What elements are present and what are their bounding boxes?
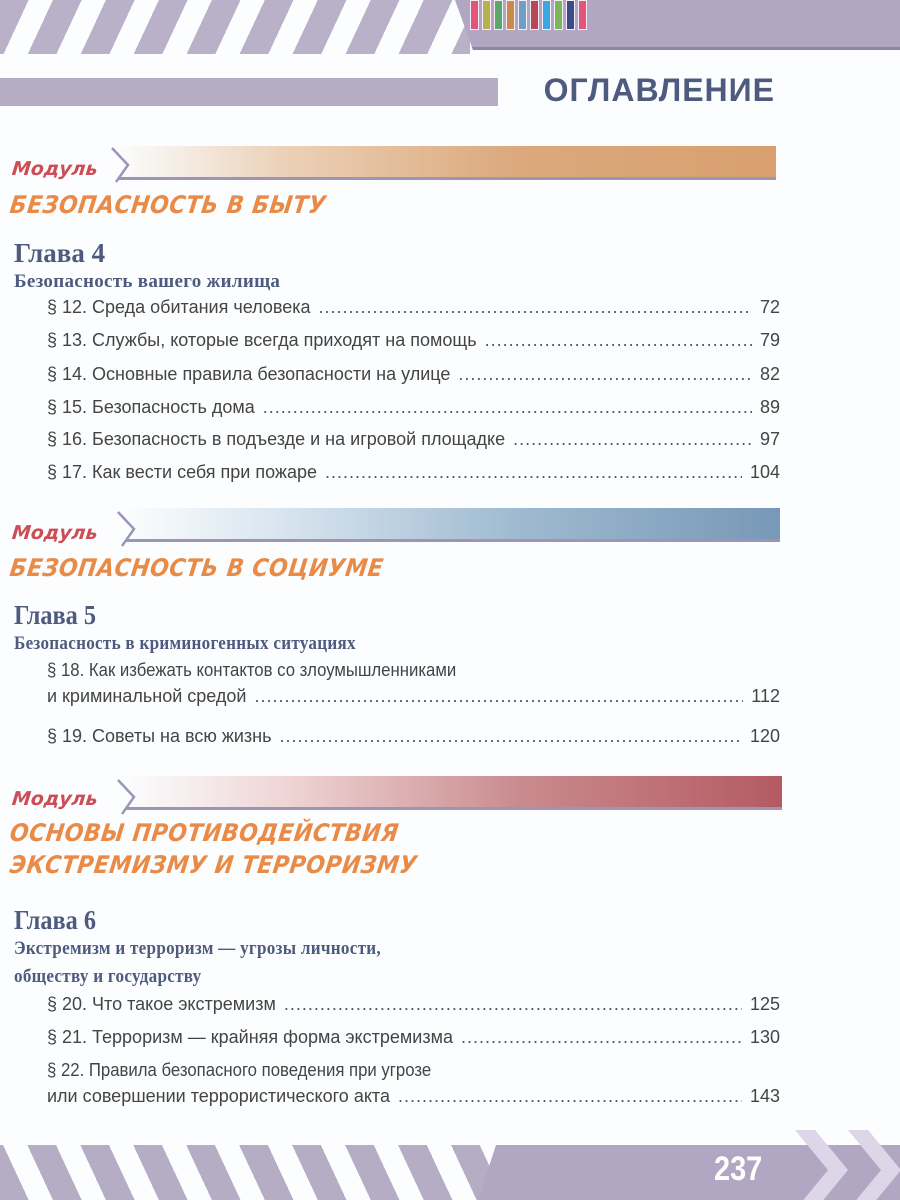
color-bar: [566, 0, 575, 30]
toc-entry-text-line1: § 18. Как избежать контактов со злоумышленниками: [47, 660, 457, 680]
toc-entry-text: § 21. Терроризм — крайняя форма экстремизма: [47, 1027, 453, 1047]
leader-dots: [325, 462, 742, 483]
module-label: Модуль: [10, 522, 99, 544]
toc-page-number: 130: [749, 1027, 780, 1047]
module-label: Модуль: [10, 788, 99, 810]
toc-entry-text: § 14. Основные правила безопасности на улице: [47, 364, 451, 384]
title-band-decoration: [0, 78, 498, 106]
chapter-heading: [14, 600, 747, 658]
toc-entry[interactable]: [47, 429, 780, 453]
leader-dots: [319, 297, 752, 318]
leader-dots: [513, 429, 752, 450]
module-bar: [126, 776, 782, 810]
toc-page-number: 79: [759, 330, 780, 350]
chevron-icon: [110, 146, 132, 184]
module-title-line2: ЭКСТРЕМИЗМУ И ТЕРРОРИЗМУ: [8, 852, 419, 880]
toc-page-number: 112: [751, 686, 780, 706]
leader-dots: [254, 686, 743, 707]
page-number: 237: [714, 1150, 763, 1188]
toc-page-number: 82: [759, 364, 780, 384]
module-title: БЕЗОПАСНОСТЬ В СОЦИУМЕ: [8, 555, 386, 583]
toc-entry-text: § 20. Что такое экстремизм: [47, 994, 276, 1014]
toc-page-number: 72: [759, 297, 780, 317]
toc-page-number: 104: [749, 462, 780, 482]
color-bar: [554, 0, 563, 30]
leader-dots: [461, 1027, 742, 1048]
chevron-icon: [116, 510, 138, 548]
chapter-heading: [14, 238, 280, 296]
chapter-number: Глава 6: [14, 905, 97, 935]
toc-page-number: 89: [759, 397, 780, 417]
toc-entry-text: § 19. Советы на всю жизнь: [47, 726, 272, 746]
toc-page-number: 125: [749, 994, 780, 1014]
chapter-number: Глава 4: [14, 238, 106, 268]
toc-entry-text: § 12. Среда обитания человека: [47, 297, 311, 317]
toc-page-number: 97: [759, 429, 780, 449]
color-bar: [470, 0, 479, 30]
color-bar: [578, 0, 587, 30]
toc-entry-text: § 17. Как вести себя при пожаре: [47, 462, 317, 482]
chapter-name: Безопасность вашего жилища: [14, 271, 281, 292]
toc-entry[interactable]: [47, 994, 780, 1018]
color-bar: [494, 0, 503, 30]
color-bar: [482, 0, 491, 30]
toc-entry[interactable]: [47, 462, 780, 486]
toc-entry[interactable]: [47, 330, 780, 354]
top-stripe-decoration: [0, 0, 470, 54]
toc-page-number: 120: [749, 726, 780, 746]
module-title-line1: ОСНОВЫ ПРОТИВОДЕЙСТВИЯ: [8, 820, 401, 848]
leader-dots: [485, 330, 752, 351]
module-label: Модуль: [10, 158, 99, 180]
leader-dots: [398, 1086, 742, 1107]
page-title: ОГЛАВЛЕНИЕ: [543, 72, 775, 108]
double-chevron-icon: [790, 1125, 900, 1200]
toc-entry-text: § 15. Безопасность дома: [47, 397, 255, 417]
color-bar: [530, 0, 539, 30]
toc-entry[interactable]: [47, 1086, 780, 1110]
module-title: БЕЗОПАСНОСТЬ В БЫТУ: [8, 192, 328, 220]
color-bar: [506, 0, 515, 30]
color-bar: [518, 0, 527, 30]
toc-entry[interactable]: [47, 1027, 780, 1051]
toc-entry-text-line1: § 22. Правила безопасного поведения при угрозе: [47, 1060, 432, 1080]
module-bar: [118, 146, 776, 180]
chapter-name-line2: обществу и государству: [14, 966, 202, 987]
chapter-name-line1: Экстремизм и терроризм — угрозы личности,: [14, 938, 381, 959]
toc-entry-text: § 13. Службы, которые всегда приходят на помощь: [47, 330, 477, 350]
toc-entry-text: § 16. Безопасность в подъезде и на игровой площадке: [47, 429, 506, 449]
toc-entry[interactable]: [47, 686, 780, 710]
leader-dots: [458, 364, 752, 385]
chapter-name: Безопасность в криминогенных ситуациях: [14, 633, 356, 654]
chapter-number: Глава 5: [14, 600, 97, 630]
chapter-heading: [14, 905, 747, 991]
toc-entry-text: и криминальной средой: [47, 686, 247, 706]
leader-dots: [284, 994, 742, 1015]
toc-entry-text: или совершении террористического акта: [47, 1086, 390, 1106]
module-bar: [126, 508, 780, 542]
toc-entry[interactable]: [47, 364, 780, 388]
toc-entry[interactable]: [47, 397, 780, 421]
leader-dots: [263, 397, 752, 418]
toc-entry[interactable]: [47, 297, 780, 321]
toc-page-number: 143: [749, 1086, 780, 1106]
color-bar: [542, 0, 551, 30]
color-bars-decoration: [470, 0, 587, 30]
leader-dots: [279, 726, 741, 747]
bottom-stripe-decoration: [0, 1145, 500, 1200]
chevron-icon: [116, 778, 138, 816]
toc-entry[interactable]: [47, 726, 780, 750]
